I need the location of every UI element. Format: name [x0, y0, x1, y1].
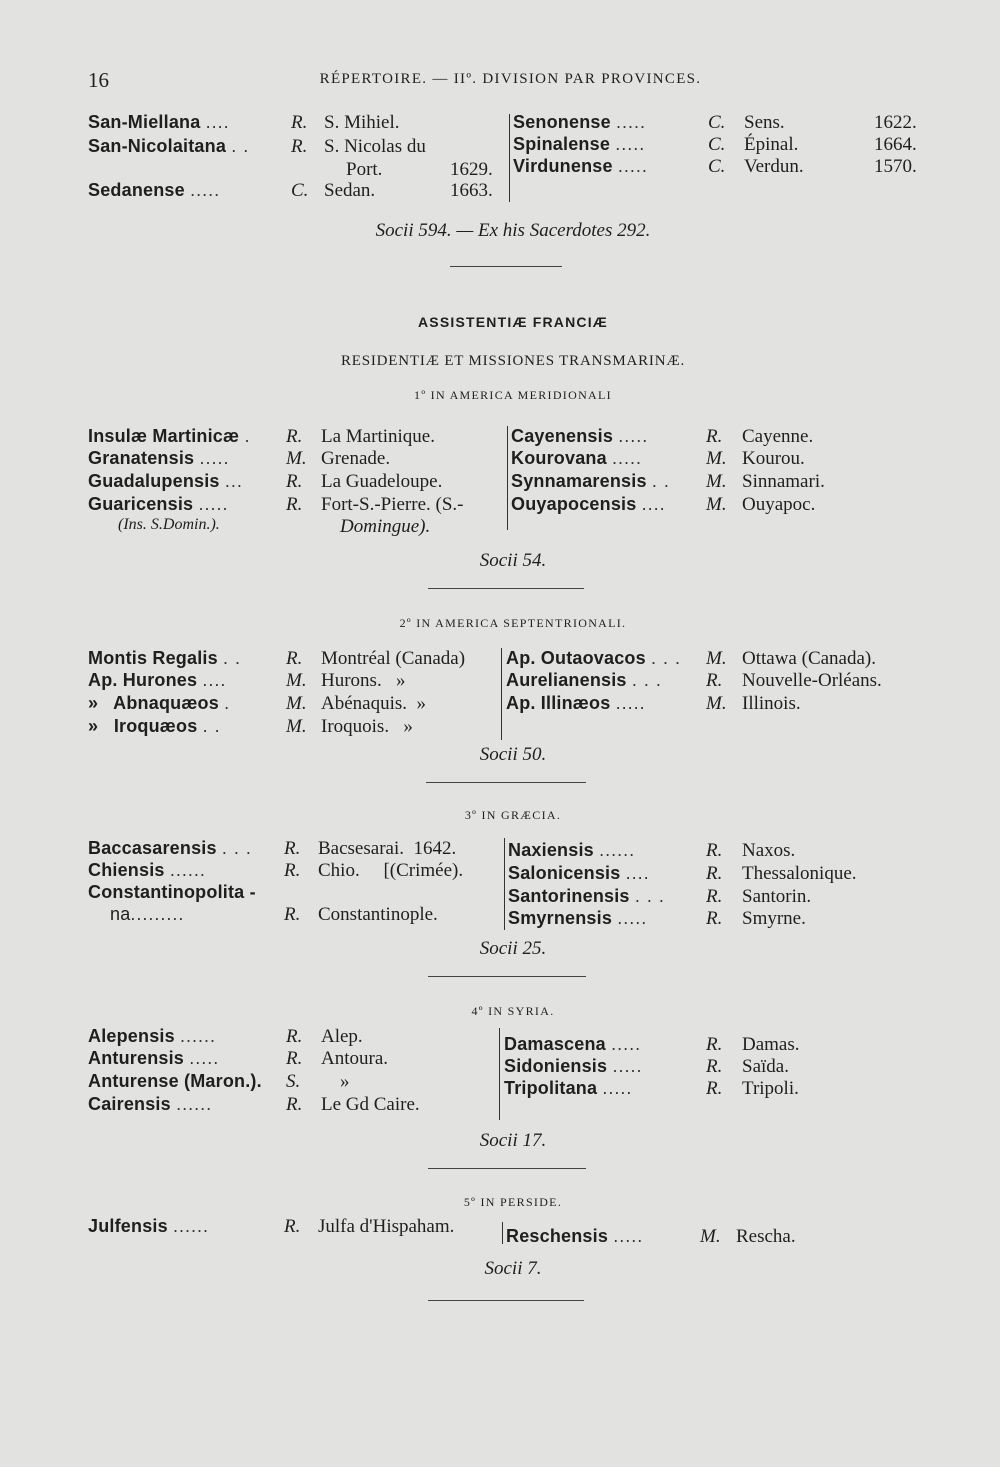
- entry-name: Virdunense: [513, 156, 613, 176]
- entry-name: Guaricensis: [88, 494, 194, 514]
- entry-name: Insulæ Martinicæ: [88, 426, 240, 446]
- entry-type: R.: [706, 1056, 723, 1077]
- leader-dots: ....: [625, 863, 650, 883]
- socii-text: Socii 594. — Ex his Sacerdotes 292.: [375, 220, 651, 241]
- entry-place: Ottawa (Canada).: [742, 648, 876, 669]
- leader-dots: .: [224, 693, 231, 713]
- section-heading: [88, 1002, 938, 1020]
- entry-place: Port.: [346, 159, 383, 180]
- entry-name: Spinalense: [513, 134, 611, 154]
- entry-type: R.: [286, 471, 303, 492]
- leader-dots: . .: [202, 716, 221, 736]
- section-heading: [88, 1193, 938, 1211]
- entry-type: C.: [291, 180, 309, 201]
- running-head: [88, 68, 933, 92]
- entry-place: Sens.: [744, 112, 785, 133]
- leader-dots: .........: [130, 904, 185, 924]
- entry-place: Naxos.: [742, 840, 796, 861]
- entry-name: Ap. Illinæos: [506, 693, 611, 713]
- entry-place: Smyrne.: [742, 908, 806, 929]
- leader-dots: ......: [176, 1094, 213, 1114]
- leader-dots: .....: [612, 1056, 643, 1076]
- column-divider: [509, 114, 510, 202]
- leader-dots: .: [244, 426, 251, 446]
- section-heading: [88, 614, 938, 632]
- entry-type: R.: [284, 838, 301, 859]
- section-america-meridionali: [88, 426, 938, 576]
- entry-name: Cairensis: [88, 1094, 171, 1114]
- entry-type: R.: [286, 494, 303, 515]
- entry-type: S.: [286, 1071, 301, 1092]
- entry-type: M.: [286, 716, 307, 737]
- entry-type: M.: [706, 448, 727, 469]
- socii-text: Socii 25.: [479, 938, 547, 959]
- leader-dots: ......: [180, 1026, 217, 1046]
- entry-type: R.: [286, 1094, 303, 1115]
- entry-place: Grenade.: [321, 448, 391, 469]
- leader-dots: .....: [612, 448, 643, 468]
- entry-place: Ouyapoc.: [742, 494, 816, 515]
- leader-dots: .....: [199, 448, 230, 468]
- entry-place: S. Mihiel.: [324, 112, 400, 133]
- entry-place: La Martinique.: [321, 426, 435, 447]
- entry-place: S. Nicolas du: [324, 136, 426, 157]
- leader-dots: ......: [169, 860, 206, 880]
- entry-place: Montréal (Canada): [321, 648, 466, 669]
- entry-name: Damascena: [504, 1034, 606, 1054]
- entry-place: Saïda.: [742, 1056, 789, 1077]
- leader-dots: . .: [651, 471, 670, 491]
- assistentia-text: ASSISTENTIÆ FRANCIÆ: [417, 314, 609, 330]
- leader-dots: .....: [613, 1226, 644, 1246]
- entry-name: Anturensis: [88, 1048, 185, 1068]
- leader-dots: .....: [198, 494, 229, 514]
- leader-dots: . . .: [651, 648, 682, 668]
- entry-name: Sedanense: [88, 180, 185, 200]
- entry-name: Alepensis: [88, 1026, 175, 1046]
- entry-type: R.: [286, 648, 303, 669]
- column-divider: [499, 1028, 500, 1120]
- entry-place: Verdun.: [744, 156, 804, 177]
- entry-place: La Guadeloupe.: [321, 471, 443, 492]
- entry-name: Ouyapocensis: [511, 494, 637, 514]
- entry-name: » Abnaquæos: [88, 693, 219, 713]
- entry-name: San-Nicolaitana: [88, 136, 227, 156]
- entry-type: R.: [284, 1216, 301, 1237]
- leader-dots: ......: [599, 840, 636, 860]
- entry-type: M.: [706, 693, 727, 714]
- entry-type: M.: [706, 648, 727, 669]
- entry-type: R.: [706, 840, 723, 861]
- separator-rule: [428, 588, 584, 589]
- entry-place: Épinal.: [744, 134, 799, 155]
- leader-dots: . .: [223, 648, 242, 668]
- section-heading: [88, 386, 938, 404]
- separator-rule: [428, 976, 586, 977]
- socii-total: [88, 938, 938, 960]
- entry-place: Damas.: [742, 1034, 800, 1055]
- entry-type: M.: [286, 670, 307, 691]
- leader-dots: . . .: [221, 838, 252, 858]
- entry-place: Bacsesarai. 1642.: [318, 838, 457, 859]
- socii-total: [88, 1130, 938, 1152]
- leader-dots: ....: [202, 670, 227, 690]
- entry-name: Anturense (Maron.).: [88, 1071, 262, 1091]
- entry-type: R.: [706, 426, 723, 447]
- leader-dots: .....: [616, 112, 647, 132]
- socii-total: [88, 744, 938, 766]
- entry-type: R.: [706, 670, 723, 691]
- leader-dots: .....: [190, 180, 221, 200]
- entry-place: Tripoli.: [742, 1078, 799, 1099]
- entry-name: Synnamarensis: [511, 471, 647, 491]
- column-divider: [504, 838, 505, 930]
- page-number: 16: [88, 68, 109, 92]
- entry-name: Cayenensis: [511, 426, 614, 446]
- entry-place: »: [321, 1071, 350, 1092]
- leader-dots: .....: [189, 1048, 220, 1068]
- residentiae-heading: [88, 352, 938, 370]
- entry-type: C.: [708, 134, 726, 155]
- entry-place: Julfa d'Hispaham.: [318, 1216, 455, 1237]
- leader-dots: ....: [205, 112, 230, 132]
- entry-place: Le Gd Caire.: [321, 1094, 420, 1115]
- leader-dots: . . .: [631, 670, 662, 690]
- entry-type: R.: [291, 112, 308, 133]
- entry-place: Santorin.: [742, 886, 812, 907]
- entry-name: » Iroquæos: [88, 716, 198, 736]
- entry-name: San-Miellana: [88, 112, 201, 132]
- column-divider: [502, 1222, 503, 1244]
- top-block: [88, 112, 938, 272]
- entry-year: 1570.: [874, 156, 917, 177]
- entry-year: 1629.: [450, 159, 493, 180]
- residentiae-text: RESIDENTIÆ ET MISSIONES TRANSMARINÆ.: [340, 353, 686, 369]
- entry-place: Abénaquis. »: [321, 693, 427, 714]
- entry-name: Aurelianensis: [506, 670, 627, 690]
- entry-name: Kourovana: [511, 448, 607, 468]
- entry-type: M.: [706, 494, 727, 515]
- leader-dots: ....: [641, 494, 666, 514]
- entry-type: R.: [284, 860, 301, 881]
- section-heading-text: 5º IN PERSIDE.: [463, 1195, 563, 1209]
- separator-rule: [428, 1168, 586, 1169]
- section-heading-text: 4º IN SYRIA.: [471, 1004, 555, 1018]
- leader-dots: .....: [618, 426, 649, 446]
- entry-type: R.: [284, 904, 301, 925]
- leader-dots: . .: [231, 136, 250, 156]
- column-divider: [501, 648, 502, 740]
- entry-name: Santorinensis: [508, 886, 630, 906]
- leader-dots: .....: [615, 134, 646, 154]
- entry-place: Domingue).: [340, 516, 431, 537]
- separator-rule: [426, 782, 586, 783]
- leader-dots: . . .: [634, 886, 665, 906]
- separator-rule: [450, 266, 562, 267]
- entry-name: Ap. Hurones: [88, 670, 198, 690]
- entry-place: Fort-S.-Pierre. (S.-: [321, 494, 464, 515]
- entry-type: C.: [708, 156, 726, 177]
- entry-name: Ap. Outaovacos: [506, 648, 646, 668]
- entry-type: M.: [706, 471, 727, 492]
- leader-dots: .....: [615, 693, 646, 713]
- leader-dots: .....: [617, 908, 648, 928]
- section-heading-text: 1º IN AMERICA MERIDIONALI: [414, 388, 612, 402]
- entry-name: Salonicensis: [508, 863, 621, 883]
- socii-total: [88, 1258, 938, 1280]
- entry-place: Iroquois. »: [321, 716, 413, 737]
- leader-dots: .....: [611, 1034, 642, 1054]
- entry-type: R.: [286, 1026, 303, 1047]
- entry-place: Hurons. »: [321, 670, 406, 691]
- entry-name: Chiensis: [88, 860, 165, 880]
- entry-type: R.: [286, 1048, 303, 1069]
- entry-name: Granatensis: [88, 448, 195, 468]
- entry-place: Kourou.: [742, 448, 805, 469]
- section-heading-text: 2º IN AMERICA SEPTENTRIONALI.: [399, 616, 627, 630]
- entry-place: Illinois.: [742, 693, 801, 714]
- entry-name: na: [110, 904, 131, 924]
- entry-type: R.: [706, 863, 723, 884]
- section-heading: [88, 806, 938, 824]
- socii-text: Socii 54.: [479, 550, 547, 571]
- section-heading-text: 3º IN GRÆCIA.: [464, 808, 562, 822]
- leader-dots: ...: [224, 471, 243, 491]
- entry-type: R.: [286, 426, 303, 447]
- entry-type: M.: [286, 448, 307, 469]
- socii-total: [88, 550, 938, 572]
- entry-type: R.: [706, 908, 723, 929]
- entry-subtitle: (Ins. S.Domin.).: [118, 516, 220, 533]
- entry-place: Alep.: [321, 1026, 363, 1047]
- entry-type: M.: [700, 1226, 721, 1247]
- column-divider: [507, 426, 508, 530]
- entry-place: Thessalonique.: [742, 863, 857, 884]
- entry-type: R.: [291, 136, 308, 157]
- entry-place: Cayenne.: [742, 426, 814, 447]
- entry-type: R.: [706, 1078, 723, 1099]
- entry-name: Tripolitana: [504, 1078, 598, 1098]
- leader-dots: .....: [617, 156, 648, 176]
- entry-year: 1622.: [874, 112, 917, 133]
- section-syria: [88, 1026, 938, 1156]
- assistentia-heading: [88, 314, 938, 332]
- socii-total: [88, 220, 938, 242]
- separator-rule: [428, 1300, 584, 1301]
- socii-text: Socii 7.: [484, 1258, 542, 1279]
- entry-place: Chio. [(Crimée).: [318, 860, 464, 881]
- entry-name: Guadalupensis: [88, 471, 220, 491]
- entry-name: Naxiensis: [508, 840, 594, 860]
- entry-name: Sidoniensis: [504, 1056, 608, 1076]
- entry-year: 1664.: [874, 134, 917, 155]
- entry-name: Constantinopolita -: [88, 882, 256, 902]
- entry-type: R.: [706, 1034, 723, 1055]
- entry-year: 1663.: [450, 180, 493, 201]
- entry-name: Senonense: [513, 112, 611, 132]
- section-perside: [88, 1216, 938, 1286]
- entry-place: Nouvelle-Orléans.: [742, 670, 882, 691]
- entry-name: Reschensis: [506, 1226, 609, 1246]
- socii-text: Socii 50.: [479, 744, 547, 765]
- entry-name: Baccasarensis: [88, 838, 217, 858]
- entry-place: Constantinople.: [318, 904, 438, 925]
- entry-type: C.: [708, 112, 726, 133]
- entry-name: Julfensis: [88, 1216, 168, 1236]
- entry-place: Sinnamari.: [742, 471, 825, 492]
- section-america-septentrionali: [88, 648, 938, 773]
- entry-name: Smyrnensis: [508, 908, 613, 928]
- entry-place: Antoura.: [321, 1048, 389, 1069]
- leader-dots: ......: [173, 1216, 210, 1236]
- entry-type: M.: [286, 693, 307, 714]
- entry-name: Montis Regalis: [88, 648, 218, 668]
- socii-text: Socii 17.: [479, 1130, 547, 1151]
- entry-type: R.: [706, 886, 723, 907]
- entry-place: Rescha.: [736, 1226, 796, 1247]
- entry-place: Sedan.: [324, 180, 376, 201]
- leader-dots: .....: [602, 1078, 633, 1098]
- running-title: RÉPERTOIRE. — IIº. DIVISION PAR PROVINCES.: [319, 71, 702, 87]
- section-graecia: [88, 838, 938, 963]
